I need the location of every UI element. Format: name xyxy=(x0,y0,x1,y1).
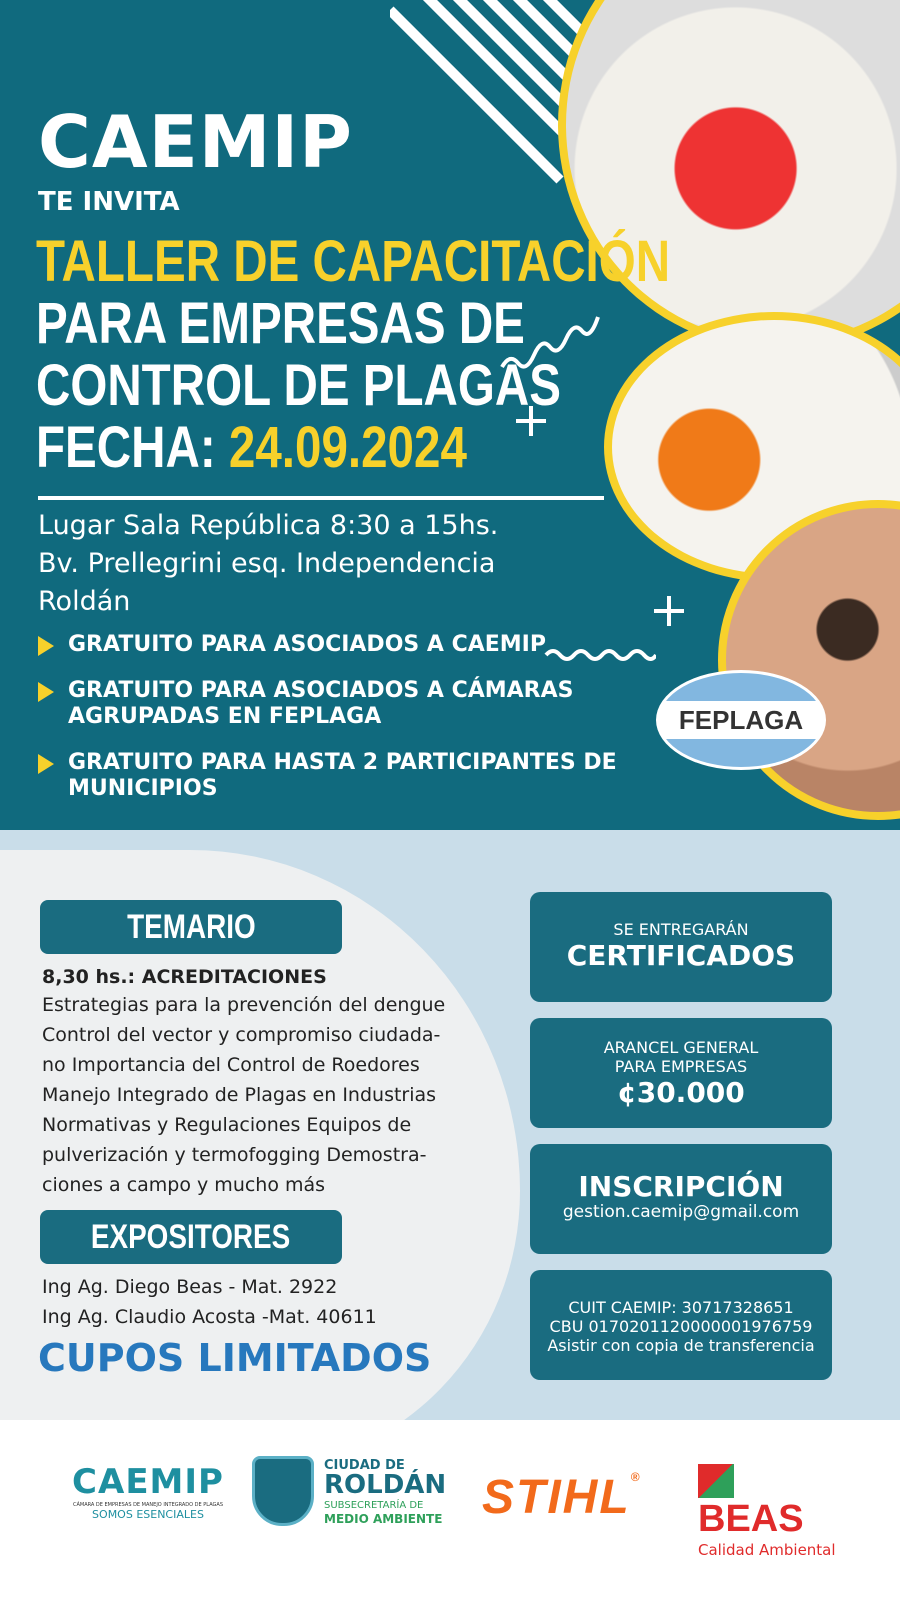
feplaga-logo xyxy=(656,670,826,770)
expositores-heading-text: EXPOSITORES xyxy=(91,1217,291,1256)
speaker: Ing Ag. Diego Beas - Mat. 2922 xyxy=(42,1276,338,1298)
cbu-text: CBU 0170201120000001976759 xyxy=(549,1317,813,1336)
plus-decoration xyxy=(652,594,686,628)
beas-mark-icon xyxy=(698,1464,734,1498)
roldan-logo-line: MEDIO AMBIENTE xyxy=(324,1512,443,1526)
event-subtitle-line2: CONTROL DE PLAGAS xyxy=(36,353,561,418)
agenda-line: pulverización y termofogging Demostra- xyxy=(42,1144,427,1166)
temario-heading xyxy=(40,900,342,954)
agenda-line: no Importancia del Control de Roedores xyxy=(42,1054,420,1076)
fee-card xyxy=(530,1018,832,1128)
benefit-text: GRATUITO PARA ASOCIADOS A CÁMARAS AGRUPADAS EN FEPLAGA xyxy=(68,678,574,729)
divider xyxy=(38,496,604,500)
invite-text: TE INVITA xyxy=(38,187,180,217)
roldan-logo-line: SUBSECRETARÍA DE xyxy=(324,1500,424,1511)
expositores-heading xyxy=(40,1210,342,1264)
caemip-logo-fullname: CÁMARA DE EMPRESAS DE MANEJO INTEGRADO DE PLAGAS xyxy=(72,1502,223,1508)
roldan-logo-line: ROLDÁN xyxy=(324,1470,447,1500)
certificates-big: CERTIFICADOS xyxy=(566,939,796,972)
stihl-logo xyxy=(482,1470,642,1525)
roldan-logo-line: CIUDAD DE xyxy=(324,1458,405,1473)
stihl-logo-text: STIHL xyxy=(482,1471,631,1524)
payment-card xyxy=(530,1270,832,1380)
caemip-logo-slogan: SOMOS ESENCIALES xyxy=(92,1508,204,1521)
date-value: 24.09.2024 xyxy=(228,415,467,480)
limited-seats-text: CUPOS LIMITADOS xyxy=(38,1336,432,1380)
benefits-list xyxy=(38,632,648,822)
triangle-bullet-icon xyxy=(38,636,54,656)
triangle-bullet-icon xyxy=(38,682,54,702)
speaker: Ing Ag. Claudio Acosta -Mat. 40611 xyxy=(42,1306,377,1328)
benefit-item xyxy=(38,632,648,658)
event-date xyxy=(36,414,467,481)
triangle-bullet-icon xyxy=(38,754,54,774)
caemip-logo-name: CAEMIP xyxy=(72,1462,224,1502)
certificates-small: SE ENTREGARÁN xyxy=(613,920,749,939)
benefit-item xyxy=(38,678,648,730)
feplaga-logo-text: FEPLAGA xyxy=(678,704,804,735)
registered-mark: ® xyxy=(630,1470,642,1484)
cuit-text: CUIT CAEMIP: 30717328651 xyxy=(568,1298,794,1317)
brand-title: CAEMIP xyxy=(38,100,353,184)
beas-logo xyxy=(698,1464,838,1559)
event-title: TALLER DE CAPACITACIÓN xyxy=(36,229,671,294)
benefit-text: GRATUITO PARA ASOCIADOS A CAEMIP xyxy=(68,632,546,657)
registration-title: INSCRIPCIÓN xyxy=(578,1170,784,1203)
certificates-card xyxy=(530,892,832,1002)
roldan-logo xyxy=(252,1456,462,1528)
location-line: Lugar Sala República 8:30 a 15hs. xyxy=(38,510,499,541)
transfer-note: Asistir con copia de transferencia xyxy=(547,1336,815,1355)
fee-line: ARANCEL GENERAL xyxy=(603,1038,759,1057)
beas-logo-name: BEAS xyxy=(698,1498,804,1540)
date-label: FECHA: xyxy=(36,415,216,480)
location-line: Bv. Prellegrini esq. Independencia xyxy=(38,548,496,579)
benefit-text: GRATUITO PARA HASTA 2 PARTICIPANTES DE MUNICIPIOS xyxy=(68,750,617,801)
benefit-item xyxy=(38,750,648,802)
registration-card xyxy=(530,1144,832,1254)
sponsors-footer xyxy=(0,1420,900,1600)
agenda-line: Normativas y Regulaciones Equipos de xyxy=(42,1114,412,1136)
location-line: Roldán xyxy=(38,586,131,617)
caemip-logo xyxy=(68,1462,228,1521)
fee-line: PARA EMPRESAS xyxy=(614,1057,748,1076)
agenda-first-item: 8,30 hs.: ACREDITACIONES xyxy=(42,966,327,988)
agenda-line: ciones a campo y mucho más xyxy=(42,1174,326,1196)
roldan-shield-icon xyxy=(252,1456,314,1526)
temario-heading-text: TEMARIO xyxy=(126,907,256,946)
agenda-line: Manejo Integrado de Plagas en Industrias xyxy=(42,1084,437,1106)
event-subtitle-line1: PARA EMPRESAS DE xyxy=(36,291,525,356)
agenda-line: Estrategias para la prevención del dengue xyxy=(42,994,446,1016)
registration-email[interactable]: gestion.caemip@gmail.com xyxy=(562,1202,800,1222)
fee-amount: ¢30.000 xyxy=(617,1076,745,1109)
agenda-line: Control del vector y compromiso ciudada- xyxy=(42,1024,441,1046)
sprayer-photo xyxy=(558,0,900,350)
beas-logo-sub: Calidad Ambiental xyxy=(698,1541,836,1559)
